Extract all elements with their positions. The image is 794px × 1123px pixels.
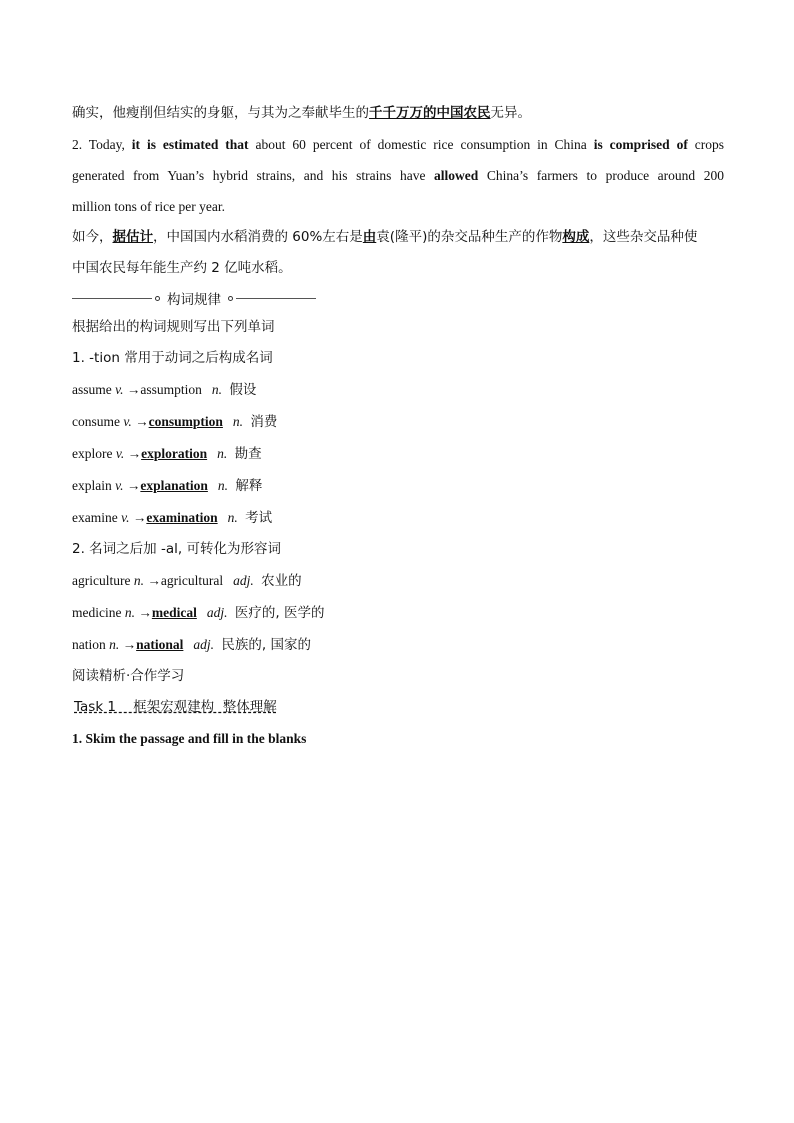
arrow-icon: → [122, 637, 137, 652]
section-title: 构词规律 [167, 292, 221, 308]
word-rule-row [72, 502, 724, 534]
base-pos: v. [123, 414, 136, 429]
s2-bold-phrase: is comprised of [593, 137, 688, 152]
instruction: 根据给出的构词规则写出下列单词 [72, 319, 275, 335]
s2-text: crops [687, 137, 724, 152]
word-meaning: 民族的, 国家的 [221, 637, 311, 653]
sentence2-zh-line1 [72, 222, 724, 253]
derived-word: consumption [148, 414, 223, 429]
arrow-icon: → [126, 382, 141, 397]
derived-word: explanation [140, 478, 208, 493]
rule1-list [72, 374, 724, 534]
s2zh-text: ，这些杂交品种使 [589, 229, 698, 245]
reading-heading: 阅读精析·合作学习 [72, 668, 185, 684]
word-meaning: 考试 [245, 510, 273, 526]
s2-text: China’s farmers to produce around 200 [478, 168, 724, 183]
arrow-icon: → [126, 478, 141, 493]
derived-word: agricultural [160, 573, 224, 588]
derived-pos: adj. [233, 573, 258, 588]
derived-word: national [136, 637, 184, 652]
base-word: examine [72, 510, 122, 525]
task1-label: Task 1 框架宏观建构 整体理解 [74, 699, 277, 715]
derived-word: exploration [141, 446, 208, 461]
arrow-icon: → [138, 605, 152, 620]
page-content [72, 98, 724, 754]
derived-pos: n. [211, 382, 226, 397]
base-pos: n. [109, 637, 123, 652]
word-rule-row [72, 565, 724, 597]
base-pos: n. [124, 605, 139, 620]
divider-dot-right [228, 296, 233, 301]
word-meaning: 勘查 [234, 446, 262, 462]
s2-text: about 60 percent of domestic rice consumption in China [248, 137, 594, 152]
divider-rule-right [236, 298, 316, 299]
base-word: nation [72, 637, 110, 652]
s2zh-text: ，中国国内水稻消费的 60%左右是 [153, 229, 363, 245]
word-meaning: 假设 [229, 382, 257, 398]
s2-text: 2. Today, [72, 137, 132, 152]
word-rule-row [72, 470, 724, 502]
word-rule-row [72, 629, 724, 661]
base-word: medicine [72, 605, 125, 620]
base-pos: n. [133, 573, 148, 588]
word-meaning: 医疗的, 医学的 [234, 605, 325, 621]
divider-dot-left [155, 296, 160, 301]
sentence2-zh-line2: 中国农民每年能生产约 2 亿吨水稻。 [72, 260, 292, 276]
task1-line [72, 692, 724, 723]
base-word: agriculture [72, 573, 134, 588]
s2-text: generated from Yuan’s hybrid strains, and his strains have [72, 168, 435, 183]
derived-word: assumption [140, 382, 202, 397]
arrow-icon: → [132, 510, 147, 525]
intro-zh-text: 确实，他瘦削但结实的身躯，与其为之奉献毕生的 [72, 105, 369, 121]
sentence2-line1 [72, 129, 724, 160]
derived-pos: adj. [206, 605, 231, 620]
s2zh-bold: 据估计 [112, 229, 153, 245]
intro-zh-tail: 无异。 [490, 105, 531, 121]
word-rule-row [72, 597, 724, 629]
s2zh-bold: 由 [362, 229, 377, 245]
rule2-list [72, 565, 724, 661]
word-meaning: 消费 [250, 414, 278, 430]
derived-word: medical [151, 605, 197, 620]
base-word: consume [72, 414, 124, 429]
word-rule-row [72, 438, 724, 470]
word-meaning: 农业的 [261, 573, 302, 589]
arrow-icon: → [127, 446, 142, 461]
base-word: assume [72, 382, 116, 397]
sentence2-line3: million tons of rice per year. [72, 199, 225, 214]
base-pos: v. [115, 382, 127, 397]
derived-word: examination [146, 510, 218, 525]
base-word: explain [72, 478, 116, 493]
derived-pos: adj. [193, 637, 218, 652]
word-rule-row [72, 374, 724, 406]
base-pos: v. [121, 510, 133, 525]
base-word: explore [72, 446, 116, 461]
s2zh-bold: 构成 [562, 229, 590, 245]
arrow-icon: → [135, 414, 149, 429]
intro-zh-line [72, 98, 724, 129]
section-divider [72, 284, 724, 312]
rule2-heading: 2. 名词之后加 -al, 可转化为形容词 [72, 541, 281, 557]
rule1-heading: 1. -tion 常用于动词之后构成名词 [72, 350, 273, 366]
arrow-icon: → [147, 573, 161, 588]
word-rule-row [72, 406, 724, 438]
base-pos: v. [115, 478, 127, 493]
derived-pos: n. [217, 446, 231, 461]
s2zh-text: 如今， [72, 229, 113, 245]
skim-instruction: 1. Skim the passage and fill in the blanks [72, 731, 307, 746]
derived-pos: n. [227, 510, 242, 525]
base-pos: v. [115, 446, 128, 461]
sentence2-line2 [72, 160, 724, 191]
derived-pos: n. [217, 478, 232, 493]
word-meaning: 解释 [235, 478, 263, 494]
s2-bold-phrase: allowed [434, 168, 479, 183]
intro-zh-bold: 千千万万的中国农民 [369, 105, 491, 121]
s2zh-text: 袁(隆平)的杂交品种生产的作物 [376, 229, 563, 245]
divider-rule-left [72, 298, 152, 299]
s2-bold-phrase: it is estimated that [131, 137, 249, 152]
derived-pos: n. [232, 414, 247, 429]
